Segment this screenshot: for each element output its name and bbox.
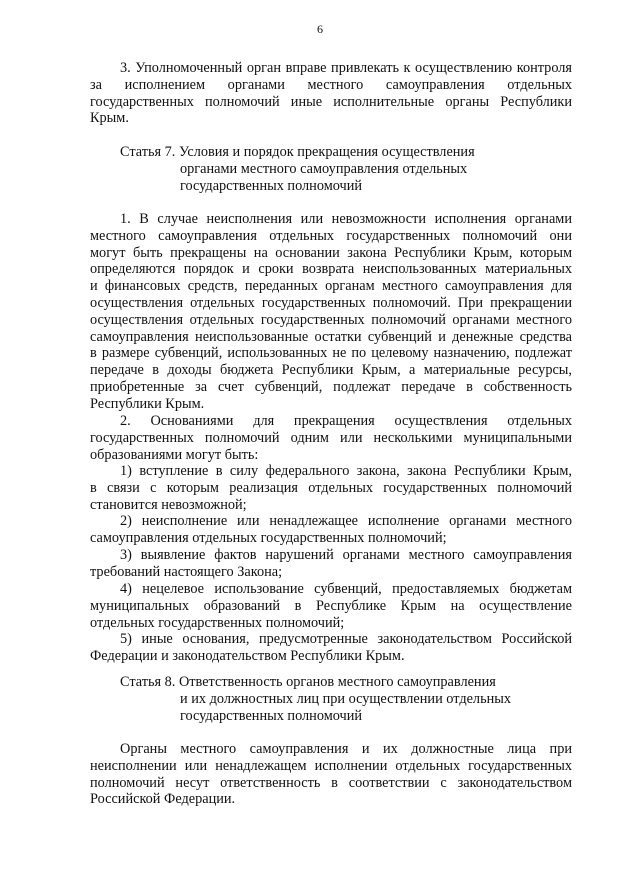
text-line: образованиями могут быть: xyxy=(90,446,259,463)
text-line: 1. В случае неисполнения или невозможности исполнения органами xyxy=(120,211,572,227)
paragraph-responsibility xyxy=(90,741,572,808)
text-line: и финансовых средств, переданных органам местного самоуправления для xyxy=(90,278,572,295)
text-line: 3) выявление фактов нарушений органами местного самоуправления xyxy=(120,547,572,563)
text-line: 2) неисполнение или ненадлежащее исполнение органами местного xyxy=(120,513,572,529)
text-line: Российской Федерации. xyxy=(90,791,236,808)
text-line: 4) нецелевое использование субвенций, предоставляемых бюджетам xyxy=(120,581,572,597)
text-line: Органы местного самоуправления и их должностные лица при xyxy=(120,741,572,757)
paragraph-control xyxy=(90,60,572,127)
heading-line: и их должностных лиц при осуществлении отдельных xyxy=(180,691,511,707)
article-8-heading xyxy=(120,674,511,725)
text-line: самоуправления неиспользованные остатки субвенций и денежные средства xyxy=(90,328,572,345)
list-item-5 xyxy=(90,631,572,665)
heading-line: Статья 8. Ответственность органов местного самоуправления xyxy=(120,674,496,690)
heading-line: Статья 7. Условия и порядок прекращения осуществления xyxy=(120,144,475,160)
text-line: могут быть прекращены на основании закона Республики Крым, которым xyxy=(90,244,572,261)
text-line: осуществления отдельных государственных полномочий. При прекращении xyxy=(90,294,572,311)
text-line: за исполнением органами местного самоуправления отдельных xyxy=(90,76,572,93)
text-line: муниципальных образований в Республике Крым на осуществление xyxy=(90,597,572,614)
text-line: в связи с которым реализация отдельных государственных полномочий xyxy=(90,479,572,496)
paragraph-termination xyxy=(90,211,572,413)
text-line: государственных полномочий иные исполнительные органы Республики xyxy=(90,93,572,110)
text-line: Крым. xyxy=(90,110,129,127)
heading-line: государственных полномочий xyxy=(180,178,363,194)
list-item-3 xyxy=(90,547,572,581)
page-number: 6 xyxy=(317,22,323,36)
list-item-1 xyxy=(90,463,572,513)
text-line: Республики Крым. xyxy=(90,395,205,412)
text-line: 2. Основаниями для прекращения осуществления отдельных xyxy=(120,413,572,429)
text-line: полномочий несут ответственность в соответствии с законодательством xyxy=(90,774,572,791)
heading-line: органами местного самоуправления отдельных xyxy=(180,161,468,177)
list-item-4 xyxy=(90,581,572,631)
text-line: местного самоуправления отдельных государственных полномочий они xyxy=(90,227,572,244)
text-line: приобретенные за счет субвенций, подлежат передаче в собственность xyxy=(90,378,572,395)
heading-line: государственных полномочий xyxy=(180,708,363,724)
paragraph-grounds xyxy=(90,413,572,463)
text-line: передаче в доходы бюджета Республики Крым, а материальные ресурсы, xyxy=(90,362,572,379)
text-line: требований настоящего Закона; xyxy=(90,563,283,580)
text-line: самоуправления отдельных государственных полномочий; xyxy=(90,529,447,546)
text-line: 1) вступление в силу федерального закона, закона Республики Крым, xyxy=(120,463,572,479)
text-line: неисполнении или ненадлежащем исполнении отдельных государственных xyxy=(90,757,572,774)
text-line: определяются порядок и сроки возврата неиспользованных материальных xyxy=(90,261,572,278)
text-line: в размере субвенций, использованных не по целевому назначению, подлежат xyxy=(90,345,572,362)
article-7-heading xyxy=(120,144,475,195)
text-line: Федерации и законодательством Республики Крым. xyxy=(90,647,405,664)
text-line: государственных полномочий одним или несколькими муниципальными xyxy=(90,429,572,446)
list-item-2 xyxy=(90,513,572,547)
text-line: осуществления отдельных государственных полномочий органами местного xyxy=(90,311,572,328)
text-line: становится невозможной; xyxy=(90,496,247,513)
text-line: 3. Уполномоченный орган вправе привлекать к осуществлению контроля xyxy=(120,60,572,76)
text-line: 5) иные основания, предусмотренные законодательством Российской xyxy=(120,631,572,647)
text-line: отдельных государственных полномочий; xyxy=(90,614,345,631)
